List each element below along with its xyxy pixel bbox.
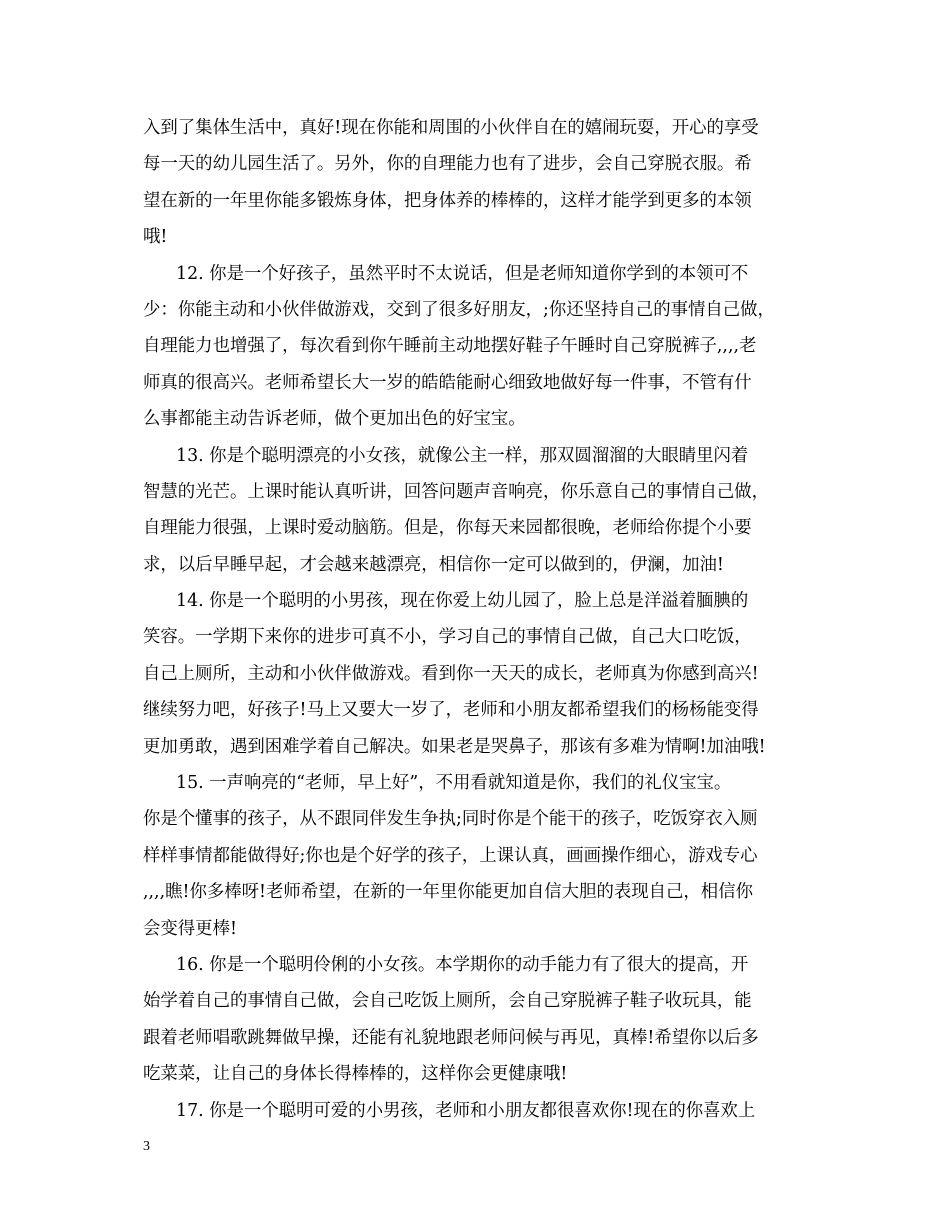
text-line: 少：你能主动和小伙伴做游戏，交到了很多好朋友，;你还坚持自己的事情自己做，	[143, 299, 775, 320]
text-line: 吃菜菜，让自己的身体长得棒棒的，这样你会更健康哦!	[143, 1064, 568, 1085]
page-number: 3	[143, 1139, 150, 1154]
text-line: 样样事情都能做得好;你也是个好学的孩子，上课认真，画画操作细心，游戏专心	[143, 845, 758, 866]
text-line: 17. 你是一个聪明可爱的小男孩，老师和小朋友都很喜欢你!现在的你喜欢上	[176, 1100, 756, 1121]
text-line: 你是个懂事的孩子，从不跟同伴发生争执;同时你是个能干的孩子，吃饭穿衣入厕	[143, 809, 758, 830]
text-line: 求，以后早睡早起，才会越来越漂亮，相信你一定可以做到的，伊澜，加油!	[143, 554, 724, 575]
text-line: 师真的很高兴。老师希望长大一岁的皓皓能耐心细致地做好每一件事，不管有什	[143, 372, 752, 393]
text-line: 14. 你是一个聪明的小男孩，现在你爱上幼儿园了，脸上总是洋溢着腼腆的	[176, 591, 749, 612]
text-line: 15. 一声响亮的“老师，早上好”，不用看就知道是你，我们的礼仪宝宝。	[176, 773, 732, 794]
text-line: 始学着自己的事情自己做，会自己吃饭上厕所，会自己穿脱裤子鞋子收玩具，能	[143, 991, 752, 1012]
text-line: 自己上厕所，主动和小伙伴做游戏。看到你一天天的成长，老师真为你感到高兴!	[143, 663, 759, 684]
text-line: 自理能力很强，上课时爱动脑筋。但是，你每天来园都很晚，老师给你提个小要	[143, 518, 752, 539]
text-line: 更加勇敢，遇到困难学着自己解决。如果老是哭鼻子，那该有多难为情啊!加油哦!	[143, 736, 766, 757]
text-line: 智慧的光芒。上课时能认真听讲，回答问题声音响亮，你乐意自己的事情自己做，	[143, 481, 770, 502]
text-line: 哦!	[143, 227, 168, 248]
body-text	[143, 110, 813, 1129]
text-line: 跟着老师唱歌跳舞做早操，还能有礼貌地跟老师问候与再见，真棒!希望你以后多	[143, 1027, 759, 1048]
text-line: 会变得更棒!	[143, 918, 237, 939]
text-line: ,,,,瞧!你多棒呀!老师希望，在新的一年里你能更加自信大胆的表现自己，相信你	[143, 882, 753, 903]
text-line: 继续努力吧，好孩子!马上又要大一岁了，老师和小朋友都希望我们的杨杨能变得	[143, 700, 759, 721]
text-line: 笑容。一学期下来你的进步可真不小，学习自己的事情自己做，自己大口吃饭，	[143, 627, 752, 648]
text-line: 12. 你是一个好孩子，虽然平时不太说话，但是老师知道你学到的本领可不	[176, 263, 749, 284]
text-line: 16. 你是一个聪明伶俐的小女孩。本学期你的动手能力有了很大的提高，开	[176, 954, 749, 975]
text-line: 么事都能主动告诉老师，做个更加出色的好宝宝。	[143, 409, 526, 430]
text-line: 望在新的一年里你能多锻炼身体，把身体养的棒棒的，这样才能学到更多的本领	[143, 190, 752, 211]
text-line: 入到了集体生活中，真好!现在你能和周围的小伙伴自在的嬉闹玩耍，开心的享受	[143, 118, 759, 138]
text-line: 13. 你是个聪明漂亮的小女孩，就像公主一样，那双圆溜溜的大眼睛里闪着	[176, 445, 749, 466]
text-line: 每一天的幼儿园生活了。另外，你的自理能力也有了进步，会自己穿脱衣服。希	[143, 154, 752, 175]
text-line: 自理能力也增强了，每次看到你午睡前主动地摆好鞋子午睡时自己穿脱裤子,,,,老	[143, 336, 757, 357]
